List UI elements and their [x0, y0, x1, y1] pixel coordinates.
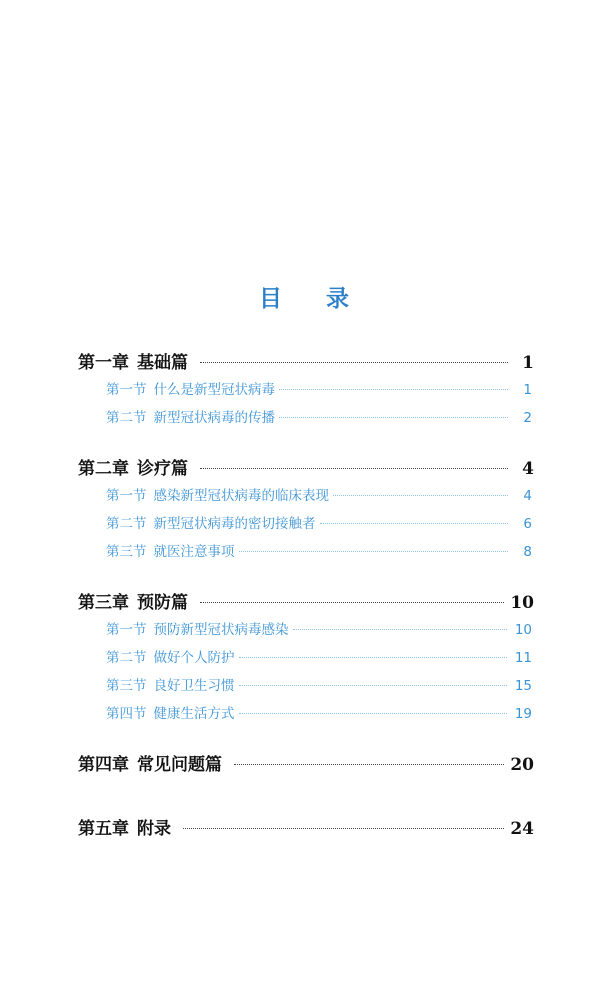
dot-leader — [200, 468, 508, 469]
chapter-title: 诊疗篇 — [137, 459, 188, 479]
chapter-title: 基础篇 — [137, 353, 188, 373]
section-label: 第一节 — [106, 622, 147, 638]
dot-leader — [279, 417, 508, 418]
section-entry[interactable] — [78, 646, 534, 674]
section-label: 第四节 — [106, 706, 147, 722]
chapter-entry[interactable] — [78, 588, 534, 618]
section-entry[interactable] — [78, 540, 534, 568]
section-entry[interactable] — [78, 702, 534, 730]
section-label: 第二节 — [106, 516, 147, 532]
section-label: 第二节 — [106, 410, 147, 426]
page-title: 目 录 — [258, 286, 367, 312]
dot-leader — [279, 389, 508, 390]
section-title: 预防新型冠状病毒感染 — [153, 622, 289, 638]
section-entry[interactable] — [78, 484, 534, 512]
dot-leader — [183, 828, 504, 829]
chapter-entry[interactable] — [78, 750, 534, 780]
section-page-number: 11 — [514, 650, 532, 666]
section-entry[interactable] — [78, 674, 534, 702]
section-page-number: 8 — [523, 544, 532, 560]
chapter-label: 第二章 — [78, 459, 129, 479]
dot-leader — [320, 523, 509, 524]
section-title: 健康生活方式 — [153, 706, 235, 722]
section-page-number: 2 — [523, 410, 532, 426]
section-title: 感染新型冠状病毒的临床表现 — [153, 488, 329, 504]
section-title: 什么是新型冠状病毒 — [153, 382, 275, 398]
chapter-page-number: 24 — [510, 819, 534, 839]
dot-leader — [293, 629, 507, 630]
dot-leader — [333, 495, 508, 496]
dot-leader — [200, 362, 508, 363]
section-page-number: 6 — [523, 516, 532, 532]
chapter-label: 第四章 — [78, 755, 129, 775]
chapter-title: 附录 — [137, 819, 171, 839]
chapter-label: 第一章 — [78, 353, 129, 373]
chapter-page-number: 20 — [510, 755, 534, 775]
section-entry[interactable] — [78, 406, 534, 434]
chapter-entry[interactable] — [78, 814, 534, 844]
section-label: 第二节 — [106, 650, 147, 666]
section-entry[interactable] — [78, 618, 534, 646]
chapter-title: 预防篇 — [137, 593, 188, 613]
dot-leader — [239, 657, 507, 658]
chapter-entry[interactable] — [78, 454, 534, 484]
chapter-page-number: 1 — [522, 353, 534, 373]
section-title: 就医注意事项 — [153, 544, 235, 560]
chapter-title: 常见问题篇 — [137, 755, 222, 775]
section-page-number: 10 — [514, 622, 532, 638]
section-label: 第三节 — [106, 678, 147, 694]
section-label: 第一节 — [106, 488, 147, 504]
section-label: 第三节 — [106, 544, 147, 560]
chapter-3 — [78, 588, 534, 730]
section-title: 新型冠状病毒的密切接触者 — [153, 516, 316, 532]
chapter-page-number: 4 — [522, 459, 534, 479]
section-title: 做好个人防护 — [153, 650, 235, 666]
chapter-label: 第五章 — [78, 819, 129, 839]
dot-leader — [239, 713, 507, 714]
section-entry[interactable] — [78, 512, 534, 540]
chapter-page-number: 10 — [510, 593, 534, 613]
section-page-number: 19 — [514, 706, 532, 722]
section-page-number: 4 — [523, 488, 532, 504]
dot-leader — [234, 764, 504, 765]
section-page-number: 1 — [523, 382, 532, 398]
chapter-entry[interactable] — [78, 348, 534, 378]
section-label: 第一节 — [106, 382, 147, 398]
section-title: 新型冠状病毒的传播 — [153, 410, 275, 426]
chapter-5 — [78, 814, 534, 844]
table-of-contents — [78, 348, 534, 878]
section-page-number: 15 — [514, 678, 532, 694]
section-entry[interactable] — [78, 378, 534, 406]
chapter-4 — [78, 750, 534, 780]
chapter-label: 第三章 — [78, 593, 129, 613]
dot-leader — [200, 602, 504, 603]
section-title: 良好卫生习惯 — [153, 678, 235, 694]
chapter-2 — [78, 454, 534, 568]
dot-leader — [239, 685, 507, 686]
dot-leader — [239, 551, 509, 552]
chapter-1 — [78, 348, 534, 434]
